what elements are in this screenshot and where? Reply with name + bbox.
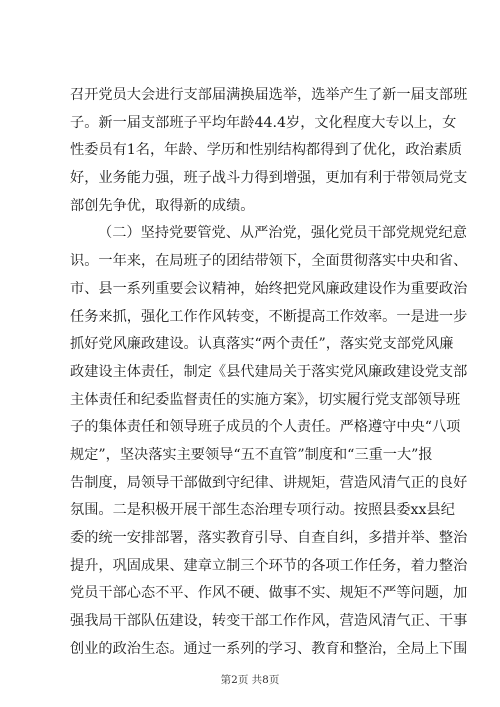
text-line: 主体责任和纪委监督责任的实施方案》，切实履行党支部领导班 bbox=[70, 391, 461, 408]
text-line: 党员干部心态不平、作风不硬、做事不实、规矩不严等问题，加 bbox=[70, 585, 468, 602]
text-line: 任务来抓，强化工作作风转变，不断提高工作效率。一是进一步 bbox=[70, 308, 468, 325]
text-line: 部创先争优，取得新的成绩。 bbox=[70, 197, 255, 214]
text-line: 政建设主体责任，制定《县代建局关于落实党风廉政建设党支部 bbox=[70, 363, 468, 380]
text-line: 抓好党风廉政建设。认真落实“两个责任”，落实党支部党风廉 bbox=[70, 336, 454, 353]
text-line: 市、县一系列重要会议精神，始终把党风廉政建设作为重要政治 bbox=[70, 280, 468, 297]
text-line: 提升，巩固成果、建章立制三个环节的各项工作任务，着力整治 bbox=[70, 557, 468, 574]
text-line: 好，业务能力强，班子战斗力得到增强，更加有利于带领局党支 bbox=[70, 170, 468, 187]
section-heading-line: （二）坚持党要管党、从严治党，强化党员干部党规党纪意 bbox=[98, 225, 467, 242]
text-line: 性委员有1名，年龄、学历和性别结构都得到了优化，政治素质 bbox=[70, 142, 463, 159]
text-line: 子的集体责任和领导班子成员的个人责任。严格遵守中央“八项 bbox=[70, 419, 461, 436]
text-line: 召开党员大会进行支部届满换届选举，选举产生了新一届支部班 bbox=[70, 87, 468, 103]
text-line: 识。一年来，在局班子的团结带领下，全面贯彻落实中央和省、 bbox=[70, 253, 468, 270]
text-line: 强我局干部队伍建设，转变干部工作作风，营造风清气正、干事 bbox=[70, 613, 468, 630]
page-number-footer: 第2页 共8页 bbox=[220, 674, 280, 686]
text-line: 创业的政治生态。通过一系列的学习、教育和整治，全局上下围 bbox=[70, 640, 468, 657]
text-line: 告制度，局领导干部做到守纪律、讲规矩，营造风清气正的良好 bbox=[70, 474, 468, 491]
text-line: 规定”，坚决落实主要领导“五不直管”制度和“三重一大”报 bbox=[70, 446, 433, 463]
text-line: 委的统一安排部署，落实教育引导、自查自纠，多措并举、整治 bbox=[70, 530, 468, 546]
body-text bbox=[70, 82, 468, 663]
text-line: 子。新一届支部班子平均年龄44.4岁，文化程度大专以上，女 bbox=[70, 114, 457, 131]
text-line: 氛围。二是积极开展干部生态治理专项行动。按照县委xx县纪 bbox=[70, 502, 455, 519]
